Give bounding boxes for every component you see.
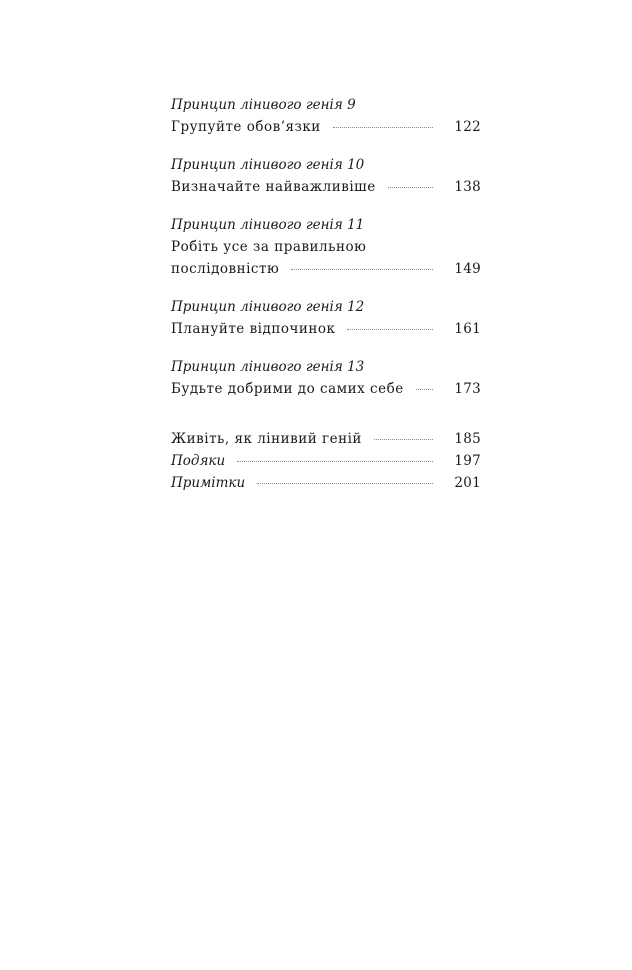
page-number: 173 (454, 381, 481, 397)
toc-entry-line (171, 378, 481, 400)
chapter-title: Групуйте обов’язки (171, 119, 321, 135)
dot-leader (388, 186, 433, 188)
chapter-title: Живіть, як лінивий геній (171, 431, 362, 447)
chapter-title: Плануйте відпочинок (171, 321, 336, 337)
table-of-contents (171, 94, 481, 510)
toc-entry-acknowledgements[interactable] (171, 450, 481, 472)
dot-leader (416, 388, 433, 390)
toc-entry-line (171, 116, 481, 138)
principle-label: Принцип лінивого генія 12 (171, 299, 365, 315)
chapter-title: Подяки (171, 453, 226, 469)
dot-leader (237, 460, 433, 462)
page-number: 201 (454, 475, 481, 491)
toc-entry-conclusion[interactable] (171, 428, 481, 450)
page-number: 161 (454, 321, 481, 337)
principle-label: Принцип лінивого генія 13 (171, 359, 365, 375)
page-number: 197 (454, 453, 481, 469)
toc-entry-notes[interactable] (171, 472, 481, 494)
toc-entry-line (171, 318, 481, 340)
toc-entry-line (171, 176, 481, 198)
principle-label: Принцип лінивого генія 10 (171, 157, 365, 173)
chapter-title: Визначайте найважливіше (171, 179, 376, 195)
dot-leader (347, 328, 433, 330)
page-number: 149 (454, 261, 481, 277)
principle-label: Принцип лінивого генія 11 (171, 217, 365, 233)
principle-label: Принцип лінивого генія 9 (171, 97, 356, 113)
dot-leader (257, 482, 433, 484)
chapter-title: Будьте добрими до самих себе (171, 381, 404, 397)
page-number: 185 (454, 431, 481, 447)
dot-leader (333, 126, 433, 128)
chapter-title: послідовністю (171, 261, 280, 277)
dot-leader (374, 438, 433, 440)
toc-principle-11[interactable] (171, 214, 481, 280)
toc-principle-10[interactable] (171, 154, 481, 198)
page-number: 138 (454, 179, 481, 195)
dot-leader (291, 268, 433, 270)
chapter-title: Примітки (171, 475, 246, 491)
toc-principle-9[interactable] (171, 94, 481, 138)
toc-back-matter (171, 428, 481, 494)
chapter-title-line: Робіть усе за правильною (171, 239, 367, 255)
toc-entry-line (171, 258, 481, 280)
page-number: 122 (454, 119, 481, 135)
toc-principle-12[interactable] (171, 296, 481, 340)
toc-principle-13[interactable] (171, 356, 481, 400)
